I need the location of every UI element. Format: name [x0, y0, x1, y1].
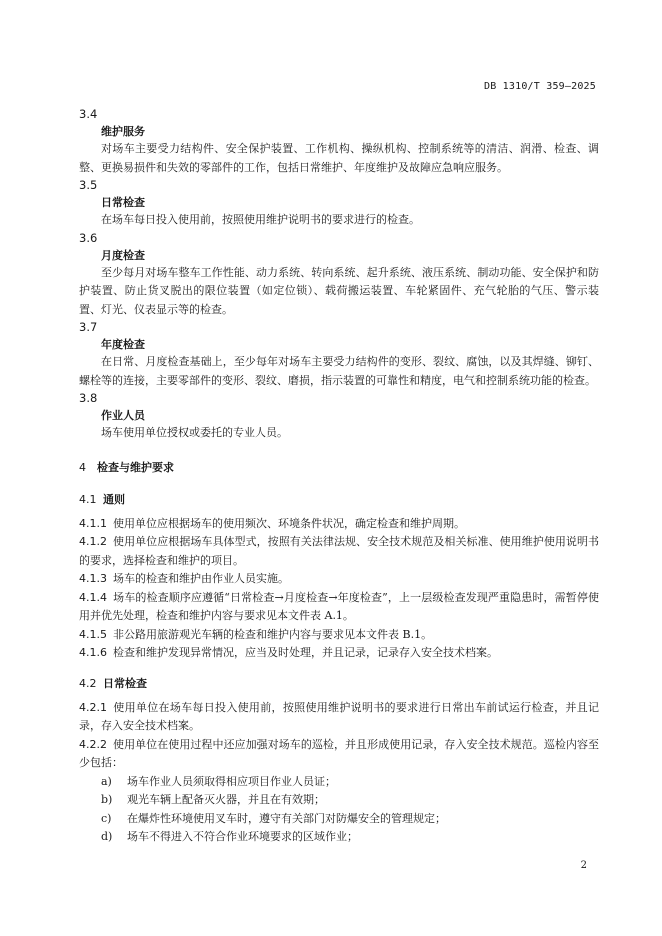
- subsection-number: 4.1: [79, 492, 97, 506]
- list-marker: d): [101, 830, 113, 843]
- list-item: [79, 773, 599, 792]
- clause-number: 4.1.6: [79, 646, 107, 659]
- subsection-number: 4.2: [79, 676, 97, 690]
- term-entry: [79, 319, 599, 390]
- term-number: 3.7: [79, 320, 98, 334]
- list-marker: b): [101, 793, 113, 806]
- term-number: 3.5: [79, 178, 98, 192]
- clause: [79, 699, 599, 736]
- document-id-header: DB 1310/T 359—2025: [484, 81, 596, 92]
- term-definition: 至少每月对场车整车工作性能、动力系统、转向系统、起升系统、液压系统、制动功能、安全保护和防护装置、防止货叉脱出的限位装置（如定位锁）、载荷搬运装置、车轮紧固件、充气轮胎的气压、警示装置、灯光、仪表显示等的检查。: [79, 265, 599, 316]
- list-item: [79, 791, 599, 810]
- clause: [79, 533, 599, 570]
- clause-text: 使用单位在场车每日投入使用前，按照使用维护说明书的要求进行日常出车前试运行检查，并且记录，存入安全技术档案。: [79, 700, 599, 732]
- term-number: 3.4: [79, 107, 98, 121]
- term-name: 月度检查: [101, 248, 145, 262]
- term-definition: 场车使用单位授权或委托的专业人员。: [101, 426, 288, 439]
- clause-number: 4.1.1: [79, 516, 107, 530]
- list-marker: a): [101, 774, 112, 788]
- term-definition: 对场车主要受力结构件、安全保护装置、工作机构、操纵机构、控制系统等的清洁、润滑、检查、调整、更换易损件和失效的零部件的工作，包括日常维护、年度维护及故障应急响应服务。: [79, 142, 599, 174]
- document-body: [79, 106, 599, 847]
- term-name: 维护服务: [101, 125, 145, 138]
- term-name: 作业人员: [101, 409, 145, 422]
- clause-number: 4.1.2: [79, 535, 107, 548]
- clause-text: 非公路用旅游观光车辆的检查和维护内容与要求见本文件表 B.1。: [113, 627, 433, 641]
- list-text: 观光车辆上配备灭火器，并且在有效期；: [127, 793, 325, 806]
- subsection-heading: [79, 675, 599, 693]
- term-entry: [79, 390, 599, 443]
- subsection-title: 日常检查: [103, 676, 147, 690]
- section-title: 检查与维护要求: [97, 460, 174, 474]
- clause: [79, 515, 599, 534]
- term-definition: 在场车每日投入使用前，按照使用维护说明书的要求进行的检查。: [101, 213, 420, 226]
- list-text: 场车不得进入不符合作业环境要求的区域作业；: [127, 830, 358, 843]
- section-heading: [79, 459, 599, 477]
- clause: [79, 626, 599, 645]
- term-name: 年度检查: [101, 338, 145, 351]
- subsection-heading: [79, 491, 599, 509]
- list-marker: c): [101, 811, 112, 825]
- clause-text: 场车的检查顺序应遵循“日常检查→月度检查→年度检查”，上一层级检查发现严重隐患时，需暂停使用并优先处理，检查和维护内容与要求见本文件表 A.1。: [79, 590, 599, 622]
- page-number: 2: [580, 860, 587, 871]
- term-entry: [79, 230, 599, 320]
- clause-text: 使用单位在使用过程中还应加强对场车的巡检，并且形成使用记录，存入安全技术规范。巡检内容至少包括：: [79, 737, 599, 769]
- list-item: [79, 828, 599, 847]
- term-definition: 在日常、月度检查基础上，至少每年对场车主要受力结构件的变形、裂纹、腐蚀，以及其焊缝、铆钉、螺栓等的连接，主要零部件的变形、裂纹、磨损，指示装置的可靠性和精度，电气和控制系统功能的检查。: [79, 355, 599, 387]
- clause-text: 检查和维护发现异常情况，应当及时处理，并且记录，记录存入安全技术档案。: [113, 646, 498, 659]
- list-text: 在爆炸性环境使用叉车时，遵守有关部门对防爆安全的管理规定；: [127, 811, 446, 825]
- term-entry: [79, 177, 599, 230]
- clause: [79, 736, 599, 773]
- clause-text: 使用单位应根据场车的使用频次、环境条件状况，确定检查和维护周期。: [113, 516, 465, 530]
- term-entry: [79, 106, 599, 177]
- list-item: [79, 810, 599, 829]
- clause: [79, 589, 599, 626]
- term-number: 3.6: [79, 230, 98, 245]
- term-number: 3.8: [79, 391, 98, 405]
- subsection-title: 通则: [103, 492, 125, 506]
- clause-number: 4.1.3: [79, 572, 107, 585]
- clause-number: 4.2.1: [79, 700, 107, 714]
- clause: [79, 570, 599, 589]
- clause-text: 场车的检查和维护由作业人员实施。: [113, 572, 289, 585]
- clause-text: 使用单位应根据场车具体型式，按照有关法律法规、安全技术规范及相关标准、使用维护使用说明书的要求，选择检查和维护的项目。: [79, 535, 599, 567]
- clause: [79, 644, 599, 663]
- clause-number: 4.1.5: [79, 627, 107, 641]
- section-number: 4: [79, 460, 86, 474]
- clause-number: 4.2.2: [79, 737, 107, 751]
- clause-number: 4.1.4: [79, 590, 107, 604]
- list-text: 场车作业人员须取得相应项目作业人员证；: [127, 774, 336, 788]
- term-name: 日常检查: [101, 196, 145, 209]
